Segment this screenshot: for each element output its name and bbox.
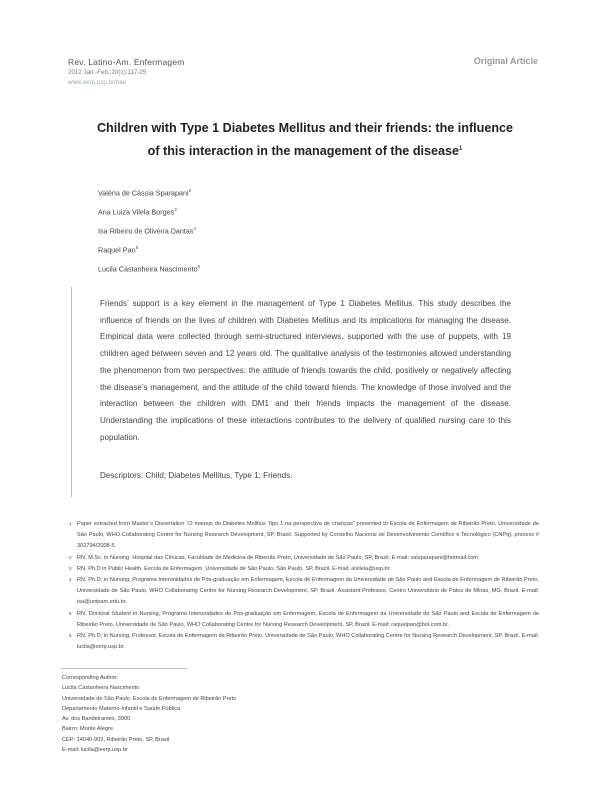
journal-url[interactable]: www.eerp.usp.br/rlae xyxy=(68,79,127,86)
author xyxy=(98,259,200,278)
title-line-2 xyxy=(70,139,540,162)
footnote-text: RN, Doctoral Student in Nursing, Programa Interunidades de Pós-graduação em Enfermagem, Escola de Enfermagem da Universidade de São Paulo and Escola de Enfermagem de Ribeirão Preto, Universidade de São Paulo, WHO Collaborating Centre for Nursing Research Development, SP, Brazil. E-mail: raquelpan@bol.com.br. xyxy=(77,610,539,628)
footnote-text: RN, Ph.D in Public Health, Escola de Enfermagem, Universidade de São Paulo, São Paulo, SP, Brazil. E-mail: alvilela@usp.br. xyxy=(77,565,391,572)
abstract-divider xyxy=(71,287,72,497)
corresponding-line: CEP: 14040-902, Ribeirão Preto, SP, Brasil xyxy=(62,736,170,743)
footnote xyxy=(69,575,539,609)
footnote xyxy=(69,553,539,564)
footnote-text: Paper extracted from Master’s Dissertation “O manejo do Diabetes Mellitus Tipo 1 na perspectiva de crianças” presented to Escola de Enfermagem de Ribeirão Preto, Universidade de São Paulo, WHO Collaborating Centre for Nursing Research Development, SP, Brazil. Supported by Conselho Nacional de Desenvolvimento Científico e Tecnológico (CNPq), process # 302794/2008-5. xyxy=(77,521,539,550)
footnote-text: RN, M.Sc. in Nursing. Hospital das Clínicas, Faculdade de Medicina de Ribeirão Preto, Universidade de São Paulo, SP, Brazil. E-mail: valsparapani@hotmail.com. xyxy=(77,554,480,561)
corresponding-line: Lucila Castanheira Nascimento xyxy=(62,685,140,692)
author-name: Raquel Pan xyxy=(98,245,136,255)
footnote xyxy=(69,631,539,653)
author xyxy=(98,202,200,221)
author-mark: 5 xyxy=(135,244,139,250)
author xyxy=(98,240,200,259)
footnote-divider xyxy=(61,668,187,669)
journal-name: Rev. Latino-Am. Enfermagem xyxy=(68,57,185,67)
corresponding-email[interactable]: E-mail: lucila@eerp.usp.br xyxy=(62,747,128,754)
footnote xyxy=(69,519,539,553)
footnote-number: 3 xyxy=(69,565,72,571)
footnote-number: 6 xyxy=(69,633,72,639)
article-title xyxy=(70,118,540,162)
footnotes xyxy=(69,519,539,653)
article-type-label: Original Article xyxy=(473,56,538,66)
corresponding-author xyxy=(62,673,236,755)
title-line-1: Children with Type 1 Diabetes Mellitus and their friends: the influence xyxy=(96,121,514,135)
author-name: Valéria de Cássia Sparapani xyxy=(98,188,189,198)
corresponding-label: Corresponding Author: xyxy=(62,675,118,681)
corresponding-line: Bairro: Monte Alegre xyxy=(62,726,113,733)
footnote xyxy=(69,609,539,631)
footnote-text: RN, Ph.D. in Nursing, Programa Interunidades de Pós-graduação em Enfermagem, Escola de Enfermagem da Universidade de São Paulo and Escola de Enfermagem de Ribeirão Preto, Universidade de São Paulo, WHO Collaborating Centre for Nursing Research Development, SP, Brazil. Assistant Professor, Centro Universitário de Patos de Minas, MG, Brazil. E-mail: isa@unipam.edu.br. xyxy=(77,577,539,606)
descriptors: Descriptors: Child; Diabetes Mellitus, Type 1; Friends. xyxy=(100,471,293,480)
footnote-number: 5 xyxy=(69,610,72,616)
footnote-text: RN, Ph.D. in Nursing, Professor, Escola de Enfermagem de Ribeirão Preto, Universidade de São Paulo, WHO Collaborating Centre for Nursing Research Development, SP, Brazil. E-mail: lucila@eerp.usp.br. xyxy=(77,633,539,651)
author xyxy=(98,183,200,202)
title-line-2-text: of this interaction in the management of the disease xyxy=(147,144,460,159)
author-mark: 3 xyxy=(174,206,177,212)
corresponding-line: Av. dos Bandeirantes, 3900 xyxy=(62,716,131,723)
abstract-text: Friends’ support is a key element in the management of Type 1 Diabetes Mellitus. This study describes the influence of friends on the lives of children with Diabetes Mellitus and its implications for managing the disease. Empirical data were collected through semi-structured interviews, supported with the use of puppets, with 19 children aged between seven and 12 years old. The qualitative analysis of the testimonies allowed understanding the phenomenon from two perspectives: the attitude of friends towards the child, positively or negatively affecting the disease’s management, and the attitude of the child toward friends. The knowledge of those involved and the interaction between the children with DM1 and their friends impacts the management of the disease. Understanding the implications of these interactions contributes to the delivery of qualified nursing care to this population. xyxy=(100,299,511,442)
author-mark: 4 xyxy=(193,225,196,231)
author-name: Lucila Castanheira Nascimento xyxy=(98,263,198,273)
author-name: Isa Ribeiro de Oliveira Dantas xyxy=(98,226,194,236)
footnote-number: 1 xyxy=(69,521,72,526)
author-list xyxy=(98,183,200,277)
corresponding-line: Departamento Materno-Infantil e Saúde Pública xyxy=(62,705,181,712)
title-footnote-mark: 1 xyxy=(459,146,463,152)
author xyxy=(98,221,200,240)
footnote xyxy=(69,564,539,575)
author-name: Ana Luiza Vilela Borges xyxy=(98,207,175,217)
journal-issue: 2012 Jan.-Feb.;20(1):117-25 xyxy=(68,69,147,76)
footnote-number: 4 xyxy=(69,577,72,583)
footnote-number: 2 xyxy=(69,554,72,560)
author-mark: 6 xyxy=(197,263,200,269)
author-mark: 2 xyxy=(188,188,192,193)
corresponding-line: Universidade de São Paulo. Escola de Enfermagem de Ribeirão Preto xyxy=(62,695,237,702)
